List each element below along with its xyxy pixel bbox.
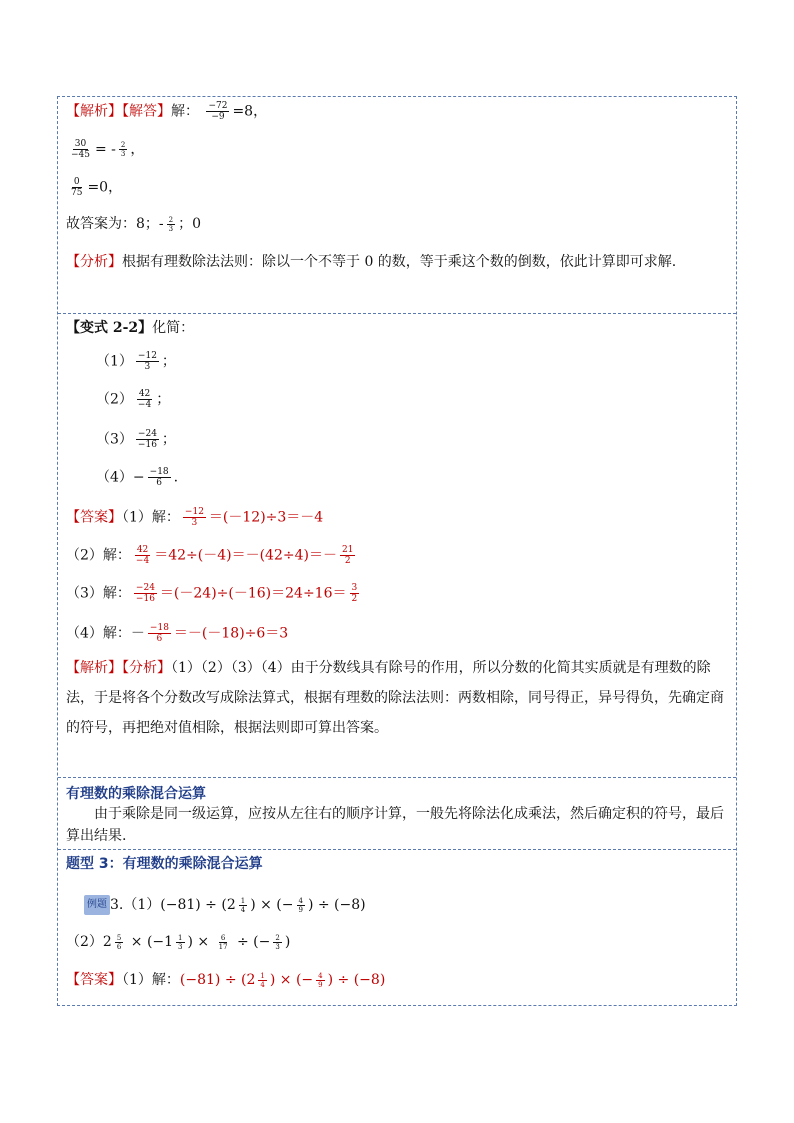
answer-4: （4）解：－ $\frac{-18}{6}$ ＝－(－18)÷6＝3 — [66, 623, 289, 644]
fraction: $\frac{1}{4}$ — [240, 896, 246, 914]
fraction: $\frac{42}{-4}$ — [137, 389, 152, 410]
solution-line-2: $\frac{30}{-45}$ = - $\frac{2}{3}$ ， — [71, 139, 145, 160]
fraction: $\frac{6}{17}$ — [218, 933, 228, 951]
fraction: $\frac{2}{3}$ — [120, 141, 126, 158]
fraction: $\frac{1}{4}$ — [260, 971, 265, 989]
variant-item: （1） $\frac{-12}{3}$ ； — [96, 351, 176, 372]
example-question-2: （2）2 $\frac{5}{6}$ × (−1 $\frac{1}{3}$ ) × $\frac{6}{17}$ ÷ (− $\frac{2}{3}$ ) — [66, 933, 291, 951]
divider — [58, 313, 736, 314]
jiexi-label: 【解析】 — [66, 103, 122, 120]
fraction: $\frac{-24}{-16}$ — [137, 429, 157, 450]
question-type-heading: 题型 3：有理数的乘除混合运算 — [66, 856, 263, 872]
fraction: $\frac{4}{9}$ — [298, 896, 303, 914]
answer-1: 【答案】（1）解： $\frac{-12}{3}$ ＝(－12)÷3＝－4 — [66, 507, 324, 528]
example-badge: 例题 — [84, 895, 110, 915]
example-answer: 【答案】（1）解：(−81) ÷ (2 $\frac{1}{4}$ ) × (− $\frac{4}{9}$ ) ÷ (−8) — [66, 971, 386, 989]
fraction: $\frac{30}{-45}$ — [71, 139, 90, 160]
fraction: $\frac{2}{3}$ — [275, 933, 280, 951]
variant-item: （2） $\frac{42}{-4}$ ； — [96, 389, 171, 410]
variant-item: （3） $\frac{-24}{-16}$ ； — [96, 429, 176, 450]
divider — [58, 849, 736, 850]
fraction: $\frac{-72}{-9}$ — [208, 101, 228, 122]
fenxi-paragraph: 【分析】根据有理数除法法则：除以一个不等于 0 的数，等于乘这个数的倒数，依此计算即可求解. — [66, 254, 677, 270]
answer-line: 故答案为：8；- $\frac{2}{3}$ ；0 — [66, 215, 202, 233]
divider — [58, 777, 736, 778]
answer-3: （3）解： $\frac{-24}{-16}$ ＝(－24)÷(－16)＝24÷16＝ $\frac{3}{2}$ — [66, 583, 358, 604]
jiexi-paragraph: 【解析】【分析】（1）（2）（3）（4）由于分数线具有除号的作用，所以分数的化简其实质就是有理数的除法，于是将各个分数改写成除法算式，根据有理数的除法法则：两数相除，同号得正，异号得负，先确定商的符号，再把绝对值相除，根据法则即可算出答案。 — [66, 660, 724, 736]
example-question-1: 例题 3.（1）(−81) ÷ (2 $\frac{1}{4}$ ) × (− $\frac{4}{9}$ ) ÷ (−8) — [84, 895, 366, 915]
fraction: $\frac{4}{9}$ — [318, 971, 323, 989]
fraction: $\frac{21}{2}$ — [341, 545, 354, 566]
fraction: $\frac{-12}{3}$ — [137, 351, 157, 372]
jieda-label: 【解答】 — [122, 103, 171, 120]
fraction: $\frac{0}{75}$ — [71, 177, 83, 198]
fraction: $\frac{1}{3}$ — [178, 933, 183, 951]
fraction: $\frac{-24}{-16}$ — [135, 583, 155, 604]
content-frame — [57, 96, 737, 1006]
fraction: $\frac{2}{3}$ — [168, 215, 174, 233]
fraction: $\frac{42}{-4}$ — [135, 545, 150, 566]
section-body: 由于乘除是同一级运算，应按从左往右的顺序计算，一般先将除法化成乘法，然后确定积的符号，最后算出结果. — [66, 806, 724, 844]
fraction: $\frac{3}{2}$ — [351, 583, 358, 604]
solution-line-1: 【解析】【解答】解： $\frac{-72}{-9}$ =8， — [66, 101, 268, 122]
variant-item: （4）− $\frac{-18}{6}$ . — [96, 467, 179, 488]
answer-2: （2）解： $\frac{42}{-4}$ ＝42÷(－4)＝－(42÷4)＝－ $\frac{21}{2}$ — [66, 545, 354, 566]
solution-line-3: $\frac{0}{75}$ =0， — [71, 177, 123, 198]
section-heading: 有理数的乘除混合运算 — [66, 786, 206, 802]
fraction: $\frac{5}{6}$ — [116, 933, 122, 951]
fraction: $\frac{-18}{6}$ — [149, 623, 169, 644]
fraction: $\frac{-12}{3}$ — [184, 507, 204, 528]
fraction: $\frac{-18}{6}$ — [149, 467, 169, 488]
variant-title: 【变式 2-2】化简： — [66, 320, 195, 336]
